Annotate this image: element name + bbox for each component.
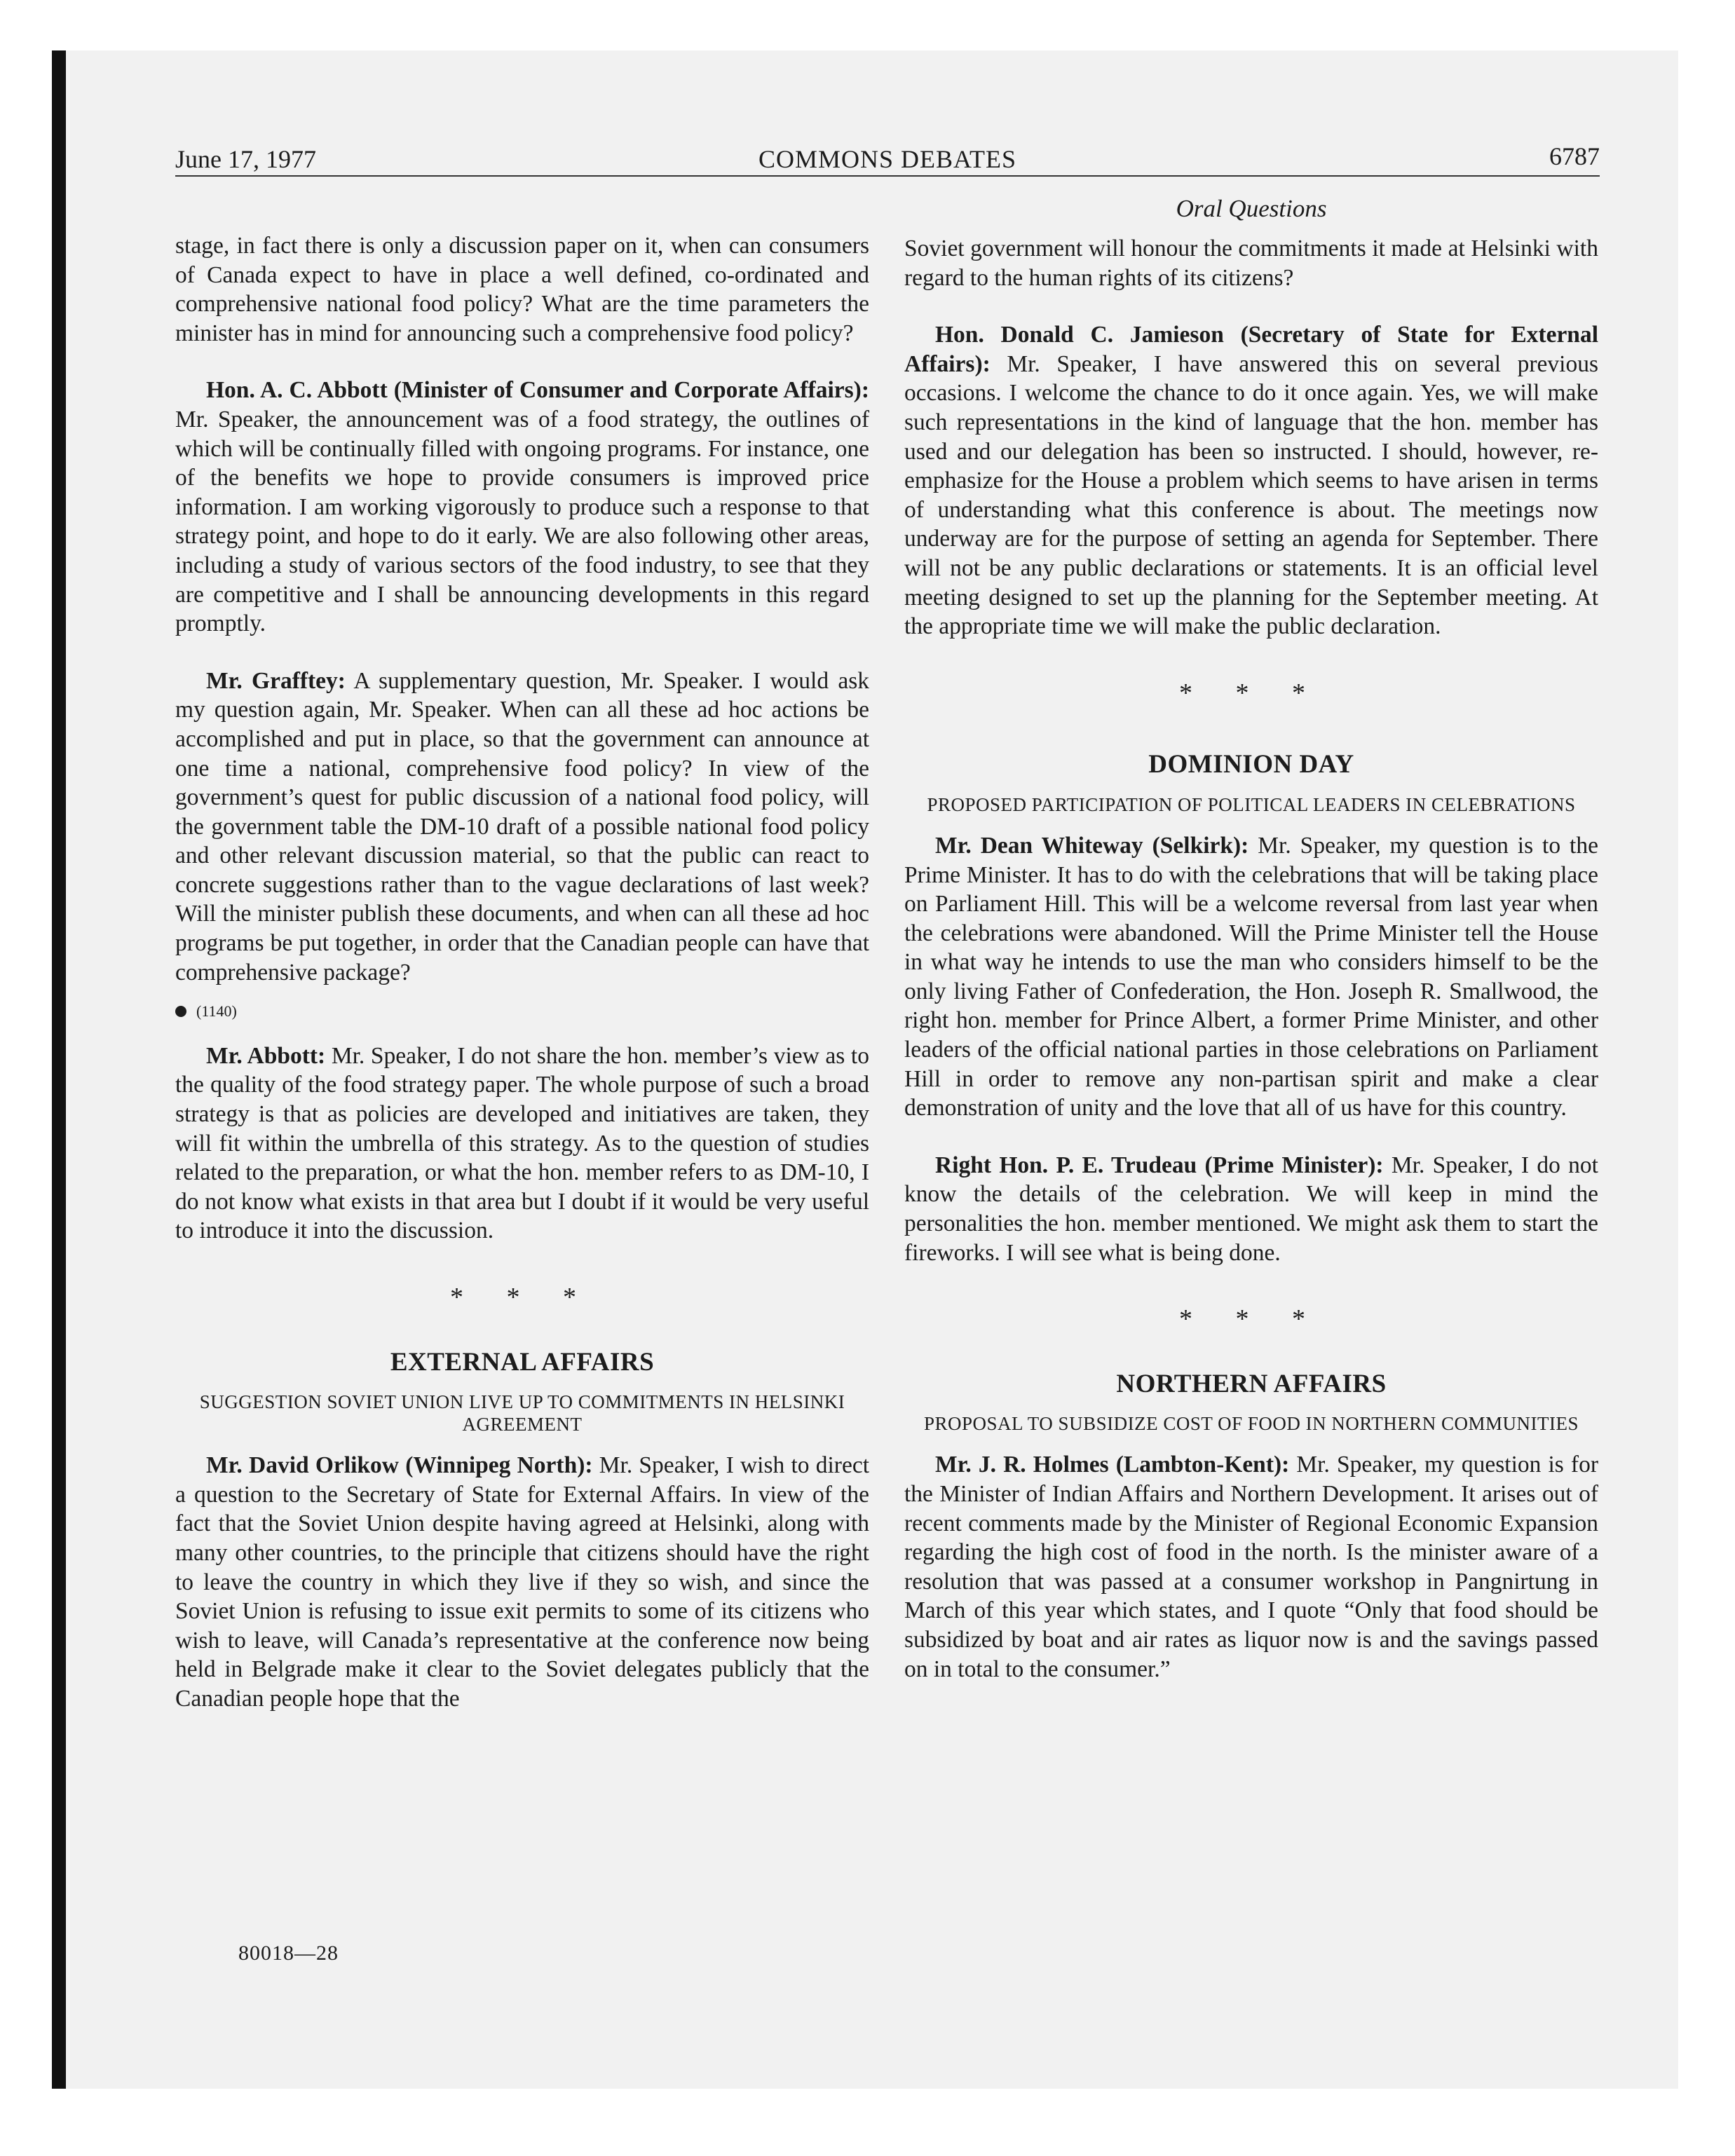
speaker-name: Mr. Dean Whiteway (Selkirk): [935, 832, 1249, 859]
paragraph [175, 376, 869, 638]
speaker-name: Mr. Grafftey: [206, 667, 346, 694]
header-page-number: 6787 [1549, 142, 1600, 170]
paragraph [175, 1042, 869, 1246]
paragraph [904, 320, 1598, 641]
speech-text: Mr. Speaker, I do not share the hon. member’s view as to the quality of the food strategy paper. The whole purpose of such a broad strategy is that as policies are developed and initiatives are taken, they will fit within the umbrella of this strategy. As to the question of studies related to the preparation, or what the hon. member refers to as DM-10, I do not know what exists in that area but I doubt if it would be very useful to introduce it into the discussion. [175, 1042, 869, 1244]
left-column [175, 231, 869, 1714]
speech-text: Mr. Speaker, my question is for the Minister of Indian Affairs and Northern Development. It arises out of recent comments made by the Minister of Regional Economic Expansion regarding the high cost of food in the north. Is the minister aware of a resolution that was passed at a consumer workshop in Pangnirtung in March of this year which states, and I quote “Only that food should be subsidized by boat and air rates as liquor now is and the savings passed on in total to the consumer.” [904, 1452, 1598, 1682]
speaker-name: Mr. Abbott: [206, 1042, 326, 1069]
speech-text: Mr. Speaker, I wish to direct a question to the Secretary of State for External Affairs. In view of the fact that the Soviet Union despite having agreed at Helsinki, along with many other countries, to the principle that citizens should have the right to leave the country in which they live if they so wish, and since the Soviet Union is refusing to issue exit permits to some of its citizens who wish to leave, will Canada’s representative at the conference now being held in Belgrade make it clear to the Soviet delegates publicly that the Canadian people hope that the [175, 1452, 870, 1712]
section-separator: * * * [1179, 1304, 1324, 1335]
right-column-heading: Oral Questions [1176, 195, 1327, 222]
paragraph [904, 1151, 1598, 1267]
paragraph [175, 1451, 869, 1713]
paragraph [904, 1450, 1598, 1684]
section-title: EXTERNAL AFFAIRS [390, 1347, 655, 1377]
subsection-title: PROPOSAL TO SUBSIDIZE COST OF FOOD IN NORTHERN COMMUNITIES [924, 1413, 1579, 1435]
scan-edge-bar [52, 50, 66, 2089]
paragraph [175, 667, 869, 988]
header-date: June 17, 1977 [175, 145, 316, 173]
speech-text: Mr. Speaker, the announcement was of a food strategy, the outlines of which will be continually filled with ongoing programs. For instance, one of the benefits we hope to provide consumers is improved price information. I am working vigorously to produce such a response to that strategy point, and hope to do it early. We are also following other areas, including a study of various sectors of the food industry, to see that they are competitive and I shall be announcing developments in this regard promptly. [175, 406, 869, 637]
speech-text: A supplementary question, Mr. Speaker. I would ask my question again, Mr. Speaker. When can all these ad hoc actions be accomplished and put in place, so that the government can announce at one time a national, comprehensive food policy? In view of the government’s quest for public discussion of a national food policy, will the government table the DM-10 draft of a possible national food policy and other relevant discussion material, so that the public can react to concrete suggestions rather than to the vague declarations of last week? Will the minister publish these documents, and when can all these ad hoc programs be put together, in order that the Canadian people can have that comprehensive package? [175, 667, 869, 985]
speaker-name: Mr. David Orlikow (Winnipeg North): [206, 1452, 593, 1479]
header-publication: COMMONS DEBATES [758, 145, 1017, 173]
page-footer-code: 80018—28 [238, 1942, 339, 1965]
time-marker [175, 997, 869, 1026]
speaker-name: Hon. A. C. Abbott (Minister of Consumer and Corporate Affairs): [206, 377, 869, 404]
section-separator: * * * [450, 1283, 594, 1312]
right-column [904, 234, 1598, 1684]
paragraph: stage, in fact there is only a discussion paper on it, when can consumers of Canada expect to have in place a well defined, co-ordinated and comprehensive national food policy? What are the time parameters the minister has in mind for announcing such a comprehensive food policy? [175, 233, 869, 346]
subsection-title: PROPOSED PARTICIPATION OF POLITICAL LEADERS IN CELEBRATIONS [927, 793, 1576, 815]
speaker-name: Right Hon. P. E. Trudeau (Prime Minister): [935, 1152, 1384, 1178]
speech-text: Mr. Speaker, my question is to the Prime Minister. It has to do with the celebrations that will be taking place on Parliament Hill. This will be a welcome reversal from last year when the celebrations were abandoned. Will the Prime Minister tell the House in what way he intends to use the man who considers himself to be the only living Father of Confederation, the Hon. Joseph R. Smallwood, the right hon. member for Prince Albert, a former Prime Minister, and other leaders of the official national parties in those celebrations on Parliament Hill in order to remove any non-partisan spirit and make a clear demonstration of unity and the love that all of us have for this country. [904, 832, 1598, 1121]
section-title: NORTHERN AFFAIRS [1116, 1369, 1387, 1398]
paragraph: Soviet government will honour the commitments it made at Helsinki with regard to the human rights of its citizens? [904, 236, 1598, 291]
page-header [175, 140, 1600, 177]
paragraph [904, 831, 1598, 1123]
section-title: DOMINION DAY [1148, 750, 1354, 779]
section-separator: * * * [1179, 678, 1324, 708]
speaker-name: Hon. Donald C. Jamieson (Secretary of State for External Affairs): [904, 322, 1598, 377]
speaker-name: Mr. J. R. Holmes (Lambton-Kent): [935, 1452, 1290, 1478]
speech-text: Mr. Speaker, I do not know the details of the celebration. We will keep in mind the personalities the hon. member mentioned. We might ask them to start the fireworks. I will see what is being done. [904, 1152, 1598, 1266]
subsection-title: SUGGESTION SOVIET UNION LIVE UP TO COMMITMENTS IN HELSINKI AGREEMENT [199, 1391, 845, 1435]
speech-text: Mr. Speaker, I have answered this on several previous occasions. I welcome the chance to do it once again. Yes, we will make such representations in the kind of language that the hon. member has used and our delegation has been so instructed. I should, however, re-emphasize for the House a problem which seems to have arisen in terms of understanding what this conference is about. The meetings now underway are for the purpose of setting an agenda for September. There will not be any public declarations or statements. It is an official level meeting designed to set up the planning for the September meeting. At the appropriate time we will make the public declaration. [904, 350, 1598, 640]
time-marker-label: (1140) [196, 1002, 237, 1021]
bullet-dot-icon [175, 1006, 186, 1017]
